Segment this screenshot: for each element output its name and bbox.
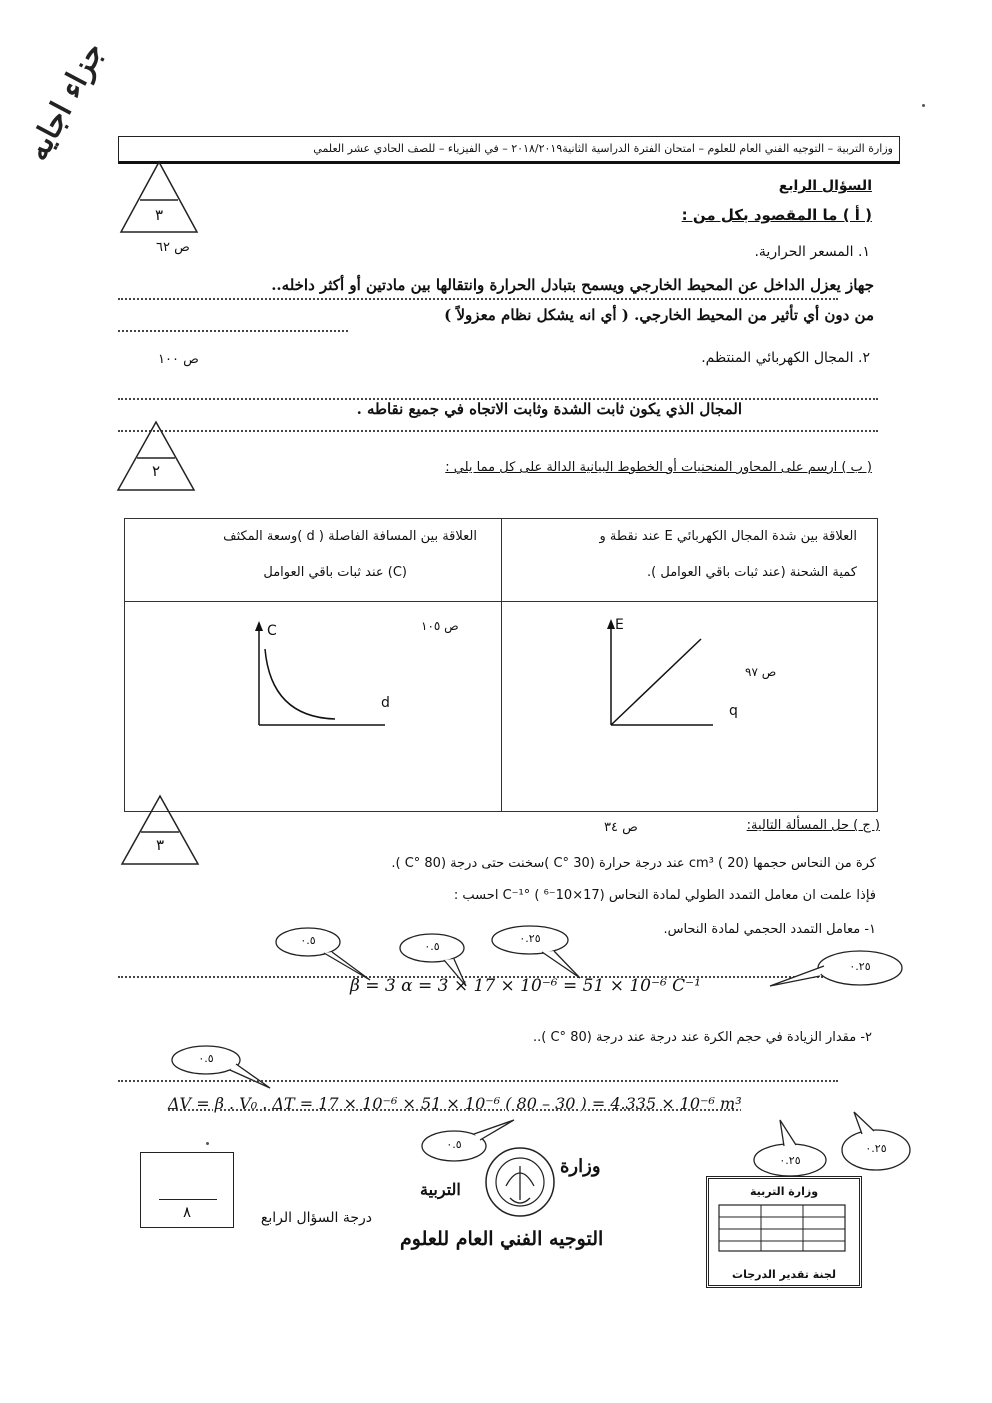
item-1-label: ١. المسعر الحرارية. — [754, 244, 870, 260]
graphs-table-horizontal-divider — [125, 601, 877, 602]
right-graph-x-label: q — [729, 703, 738, 719]
mark-bubble-3 — [482, 922, 582, 982]
score-b: ٢ — [151, 462, 161, 480]
score-triangle-b — [114, 418, 198, 494]
question-1-label: ١- معامل التمدد الحجمي لمادة النحاس. — [663, 922, 876, 937]
score-triangle-a — [118, 158, 200, 236]
mark-6-value: ٠.٥ — [446, 1138, 462, 1151]
seal-grid — [717, 1203, 847, 1253]
item-2-label: ٢. المجال الكهربائي المنتظم. — [701, 350, 870, 366]
page-ref-c: ص ٣٤ — [604, 820, 638, 835]
ministry-line-2: التربية — [420, 1180, 461, 1199]
left-cell-caption-2: (C) عند ثبات باقي العوامل — [263, 565, 407, 580]
handwritten-note: جزاء اجايه — [20, 36, 112, 167]
seal-bottom: لجنة تقدير الدرجات — [732, 1268, 836, 1281]
ministry-line-3: التوجيه الفني العام للعلوم — [400, 1228, 604, 1250]
answer-dotted-line — [118, 1080, 838, 1082]
score-triangle-c — [118, 792, 202, 868]
decorative-dot — [922, 104, 925, 107]
page-ref-item-2: ص ١٠٠ — [158, 352, 199, 367]
graphs-table-vertical-divider — [501, 519, 502, 811]
answer-dotted-line — [118, 298, 838, 300]
question-1-answer: β = 3 α = 3 × 17 × 10⁻⁶ = 51 × 10⁻⁶ C⁻¹ — [350, 976, 701, 996]
right-cell-caption-2: كمية الشحنة (عند ثبات باقي العوامل ). — [647, 565, 857, 580]
mark-7-value: ٠.٢٥ — [779, 1154, 801, 1167]
inverse-curve — [265, 649, 335, 719]
left-graph-y-label: C — [267, 623, 277, 639]
total-score-label: درجة السؤال الرابع — [260, 1210, 372, 1226]
total-score-value: ٨ — [182, 1203, 192, 1221]
problem-line-2: فإذا علمت ان معامل التمدد الطولي لمادة النحاس (17×10⁻⁶ ) °C⁻¹ احسب : — [453, 888, 876, 903]
committee-seal — [706, 1176, 862, 1288]
page-ref-a: ص ٦٢ — [156, 240, 190, 255]
total-score-box — [140, 1152, 234, 1228]
linear-line — [611, 639, 701, 725]
item-1-answer-line1: جهاز يعزل الداخل عن المحيط الخارجي ويسمح بتبادل الحرارة وانتقالها بين مادتين أو أكثر داخله.. — [271, 276, 874, 294]
page-ref-right-graph: ص ٩٧ — [745, 665, 777, 679]
graph-e-vs-q — [601, 617, 741, 737]
seal-title: وزارة التربية — [749, 1185, 819, 1198]
ministry-emblem — [480, 1142, 560, 1222]
decorative-dot — [206, 1142, 209, 1145]
header-text: وزارة التربية – التوجيه الفني العام للعلوم – امتحان الفترة الدراسية الثانية٢٠١٨/٢٠١٩ – في الفيزياء – للصف الحادي عشر العلمي — [313, 142, 893, 155]
mark-3-value: ٠.٢٥ — [519, 932, 541, 945]
item-1-answer-line2: من دون أي تأثير من المحيط الخارجي. ( أي انه يشكل نظام معزولاً ) — [444, 306, 874, 324]
mark-2-value: ٠.٥ — [424, 940, 440, 953]
answer-dotted-line — [118, 430, 878, 432]
item-2-answer: المجال الذي يكون ثابت الشدة وثابت الاتجاه في جميع نقاطه . — [356, 400, 742, 418]
y-axis-arrow — [607, 619, 615, 629]
mark-1-value: ٠.٥ — [300, 934, 316, 947]
mark-bubble-1 — [272, 924, 382, 984]
mark-5-value: ٠.٥ — [198, 1052, 214, 1065]
score-c: ٣ — [155, 836, 165, 854]
mark-bubble-5 — [160, 1042, 280, 1092]
left-graph-x-label: d — [381, 695, 390, 711]
question-2-label: ٢- مقدار الزيادة في حجم الكرة عند درجة عند درجة (80 °C ).. — [533, 1030, 872, 1045]
exam-header — [118, 136, 900, 164]
part-a-title: ( أ ) ما المقصود بكل من : — [681, 206, 872, 224]
right-cell-caption-1: العلاقة بين شدة المجال الكهربائي E عند نقطة و — [599, 529, 857, 544]
ministry-line-1: وزارة — [560, 1156, 601, 1177]
y-axis-arrow — [255, 621, 263, 631]
answer-dotted-line — [118, 330, 348, 332]
right-graph-y-label: E — [615, 617, 624, 633]
score-a: ٣ — [154, 206, 164, 224]
question-2-answer: ΔV = β . V₀ . ΔT = 17 × 10⁻⁶ × 51 × 10⁻⁶ ( 80 – 30 ) = 4.335 × 10⁻⁶ m³ — [168, 1094, 742, 1113]
section-title: السؤال الرابع — [778, 178, 872, 194]
mark-8-value: ٠.٢٥ — [865, 1142, 887, 1155]
part-b-title: ( ب ) ارسم على المحاور المنحنيات أو الخطوط البيانية الدالة على كل مما يلي : — [445, 460, 872, 475]
total-score-divider — [159, 1199, 217, 1200]
mark-bubble-7 — [746, 1118, 836, 1180]
mark-bubble-4 — [760, 946, 910, 996]
part-c-title: ( ج ) حل المسألة التالية: — [746, 818, 880, 833]
mark-4-value: ٠.٢٥ — [849, 960, 871, 973]
graphs-table — [124, 518, 878, 812]
mark-bubble-2 — [396, 930, 486, 990]
problem-line-1: كرة من النحاس حجمها (20 ) cm³ عند درجة حرارة (30 °C )سخنت حتى درجة (80 °C ). — [391, 856, 876, 871]
left-cell-caption-1: العلاقة بين المسافة الفاصلة ( d )وسعة المكثف — [223, 529, 477, 544]
page-ref-left-graph: ص ١٠٥ — [421, 619, 459, 633]
